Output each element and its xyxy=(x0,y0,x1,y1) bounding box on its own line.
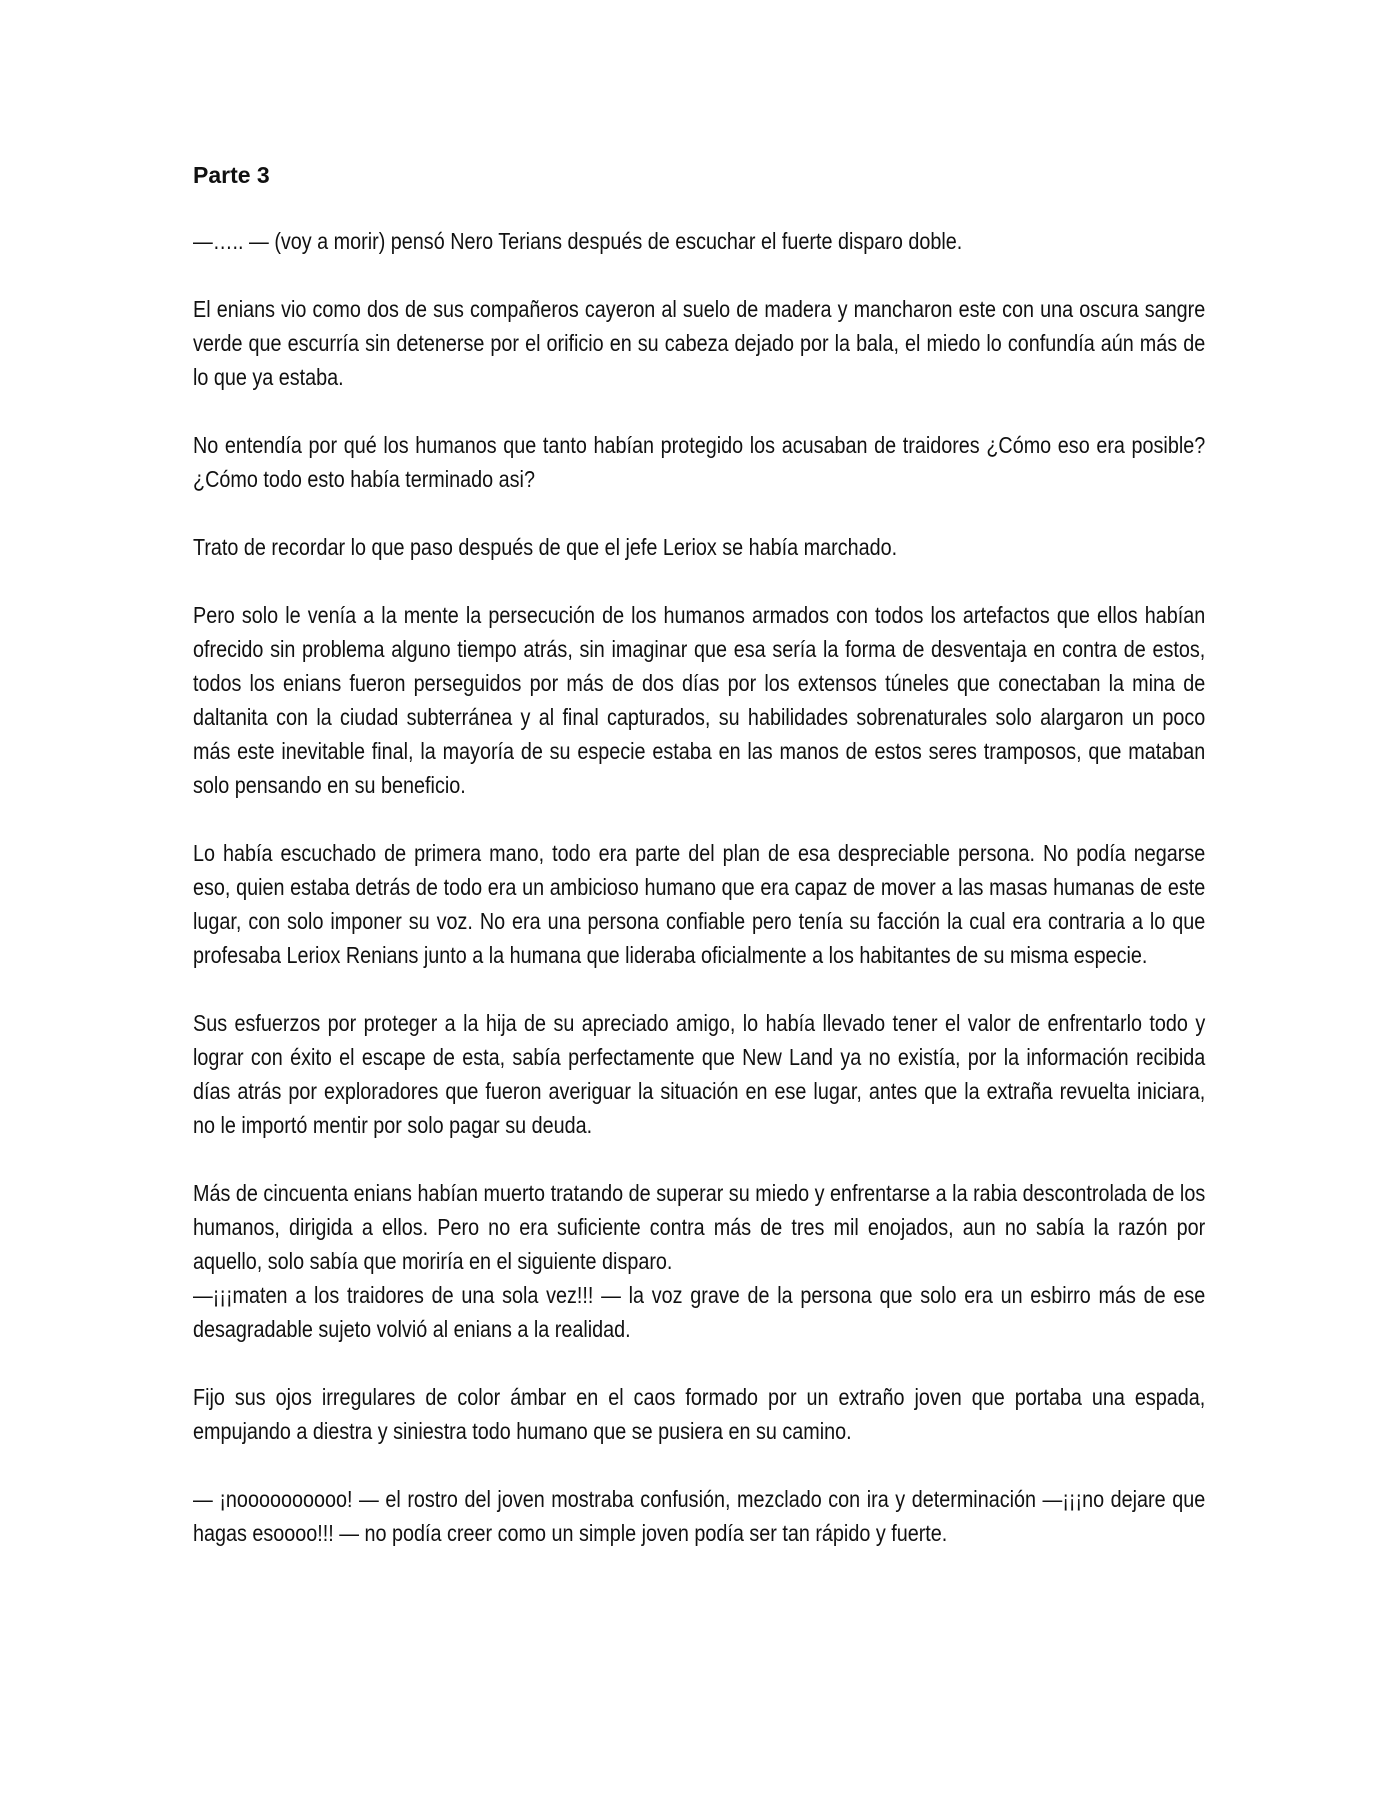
paragraph xyxy=(193,598,1205,802)
paragraph xyxy=(193,1006,1205,1142)
paragraph-text: —….. — (voy a morir) pensó Nero Terians después de escuchar el fuerte disparo doble. xyxy=(193,228,963,254)
dialogue-line: —¡¡¡maten a los traidores de una sola vez!!! — la voz grave de la persona que solo era un esbirro más de ese desagradable sujeto volvió al enians a la realidad. xyxy=(193,1282,1206,1342)
paragraph-text: Lo había escuchado de primera mano, todo era parte del plan de esa despreciable persona. No podía negarse eso, quien estaba detrás de todo era un ambicioso humano que era capaz de mover a las masas humanas de este lugar, con solo imponer su voz. No era una persona confiable pero tenía su facción la cual era contraria a lo que profesaba Leriox Renians junto a la humana que lideraba oficialmente a los habitantes de su misma especie. xyxy=(193,840,1206,968)
paragraph-text: Pero solo le venía a la mente la persecución de los humanos armados con todos los artefactos que ellos habían ofrecido sin problema alguno tiempo atrás, sin imaginar que esa sería la forma de desventaja en contra de estos, todos los enians fueron perseguidos por más de dos días por los extensos túneles que conectaban la mina de daltanita con la ciudad subterránea y al final capturados, su habilidades sobrenaturales solo alargaron un poco más este inevitable final, la mayoría de su especie estaba en las manos de estos seres tramposos, que mataban solo pensando en su beneficio. xyxy=(193,602,1206,798)
dialogue-line: — ¡noooooooooo! — el rostro del joven mostraba confusión, mezclado con ira y determinación —¡¡¡no dejare que hagas esoooo!!! — no podía creer como un simple joven podía ser tan rápido y fuerte. xyxy=(193,1486,1206,1546)
paragraph xyxy=(193,530,1205,564)
paragraph xyxy=(193,1176,1205,1346)
paragraph-text: Sus esfuerzos por proteger a la hija de su apreciado amigo, lo había llevado tener el valor de enfrentarlo todo y lograr con éxito el escape de esta, sabía perfectamente que New Land ya no existía, por la información recibida días atrás por exploradores que fueron averiguar la situación en ese lugar, antes que la extraña revuelta iniciara, no le importó mentir por solo pagar su deuda. xyxy=(193,1010,1206,1138)
paragraph xyxy=(193,1482,1205,1550)
paragraph-text: El enians vio como dos de sus compañeros cayeron al suelo de madera y mancharon este con una oscura sangre verde que escurría sin detenerse por el orificio en su cabeza dejado por la bala, el miedo lo confundía aún más de lo que ya estaba. xyxy=(193,296,1206,390)
paragraph xyxy=(193,836,1205,972)
paragraph-text: No entendía por qué los humanos que tanto habían protegido los acusaban de traidores ¿Cómo eso era posible? ¿Cómo todo esto había terminado asi? xyxy=(193,432,1206,492)
paragraph xyxy=(193,1380,1205,1448)
paragraph xyxy=(193,224,1205,258)
paragraph xyxy=(193,428,1205,496)
chapter-title: Parte 3 xyxy=(193,162,270,188)
paragraph-text: Trato de recordar lo que paso después de que el jefe Leriox se había marchado. xyxy=(193,534,898,560)
paragraph-text: Más de cincuenta enians habían muerto tratando de superar su miedo y enfrentarse a la rabia descontrolada de los humanos, dirigida a ellos. Pero no era suficiente contra más de tres mil enojados, aun no sabía la razón por aquello, solo sabía que moriría en el siguiente disparo. xyxy=(193,1180,1206,1274)
document-page xyxy=(193,158,1205,1584)
paragraph xyxy=(193,292,1205,394)
paragraph-text: Fijo sus ojos irregulares de color ámbar en el caos formado por un extraño joven que portaba una espada, empujando a diestra y siniestra todo humano que se pusiera en su camino. xyxy=(193,1384,1206,1444)
